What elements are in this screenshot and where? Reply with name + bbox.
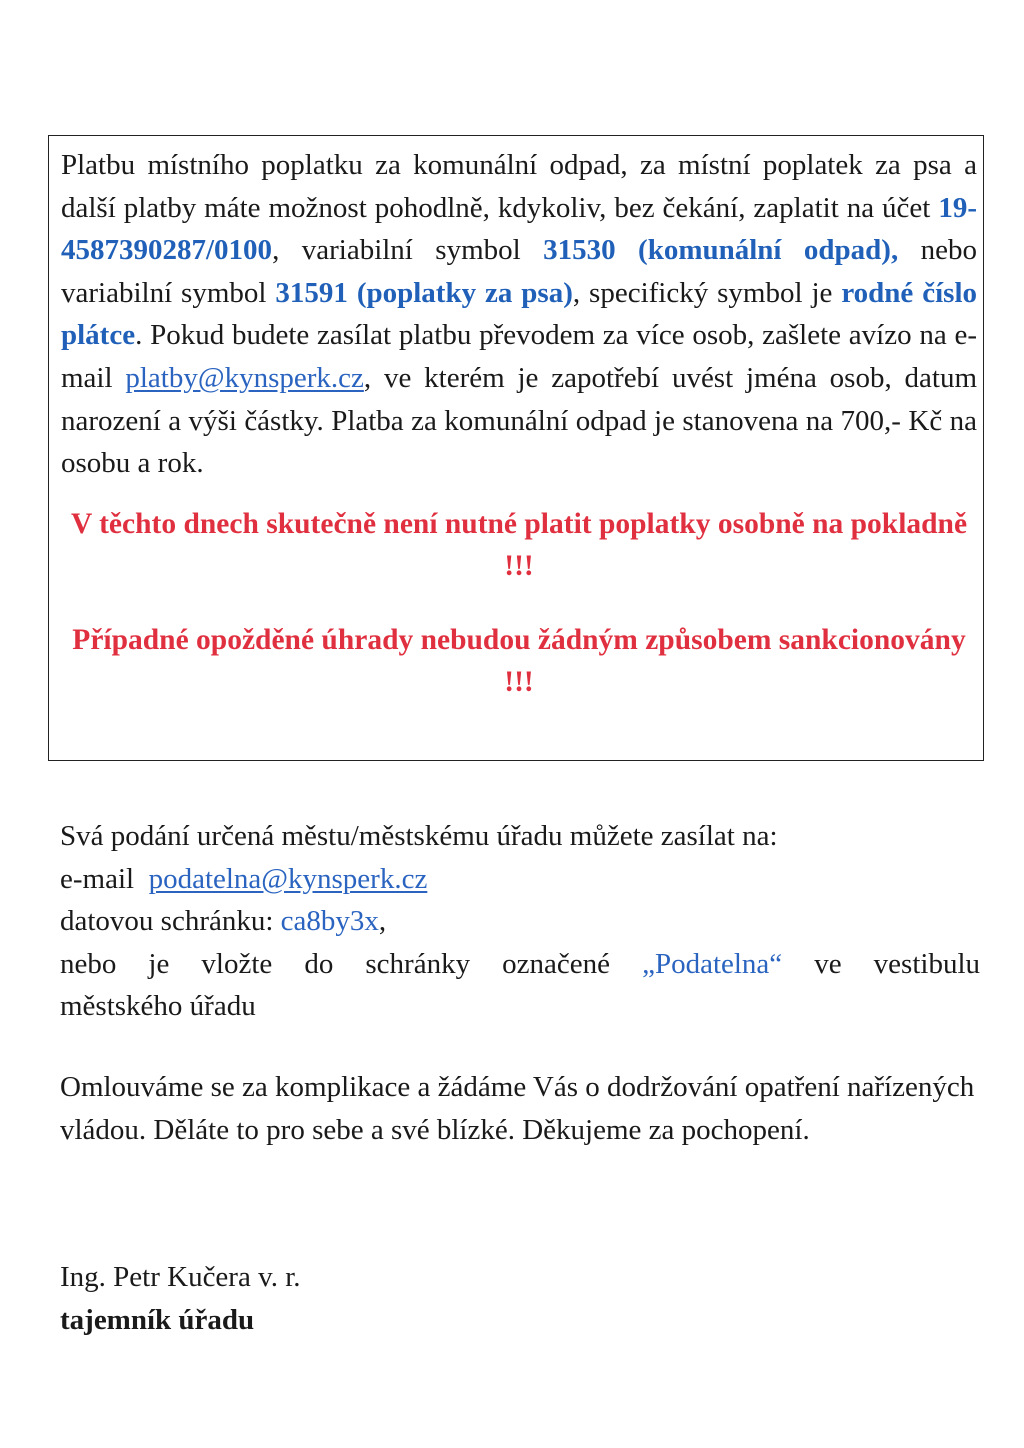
signatory-title: tajemník úřadu <box>60 1303 255 1336</box>
contact-intro: Svá podání určená městu/městskému úřadu můžete zasílat na: <box>60 820 778 852</box>
databox-id: ca8by3x <box>280 905 379 938</box>
specific-symbol: rodné číslo plátce <box>61 276 978 352</box>
payment-notice-box <box>48 135 984 761</box>
payment-text: . Pokud budete zasílat platbu převodem za více osob, zašlete avízo na e-mail <box>61 319 977 394</box>
signature-block <box>60 1256 301 1341</box>
payment-text: nebo variabilní symbol <box>61 234 977 309</box>
variable-symbol-dog: 31591 (poplatky za psa) <box>275 276 573 309</box>
payment-text: , ve kterém je zapotřebí uvést jména osob, datum narození a výši částky. Platba za komunální odpad je stanovena na 700,- Kč na osobu a rok. <box>61 361 978 480</box>
apology-paragraph: Omlouváme se za komplikace a žádáme Vás o dodržování opatření nařízených vládou. Děláte to pro sebe a své blízké. Děkujeme za pochopení. <box>60 1071 975 1146</box>
databox-suffix: , <box>378 905 387 938</box>
payments-email-link[interactable]: platby@kynsperk.cz <box>125 361 364 394</box>
contact-mailbox-location: městského úřadu <box>60 990 256 1023</box>
mailbox-text: ve vestibulu <box>782 947 981 980</box>
databox-label: datovou schránku: <box>60 905 281 938</box>
payment-text: Platbu místního poplatku za komunální odpad, za místní poplatek za psa a další platby máte možnost pohodlně, kdykoliv, bez čekání, zaplatit na účet <box>61 149 977 224</box>
payment-text: , variabilní symbol <box>272 234 544 267</box>
account-number: 19-4587390287/0100 <box>61 191 977 267</box>
signatory-name: Ing. Petr Kučera v. r. <box>60 1261 301 1293</box>
contact-mailbox-line <box>60 943 980 986</box>
email-label: e-mail <box>60 862 142 895</box>
contact-databox-line <box>60 900 980 943</box>
mailbox-text: nebo je vložte do schránky označené <box>60 947 643 980</box>
warning-no-need-to-pay-in-person: V těchto dnech skutečně není nutné platit poplatky osobně na pokladně !!! <box>70 507 968 582</box>
registry-email-link[interactable]: podatelna@kynsperk.cz <box>148 862 428 895</box>
contact-section <box>60 815 980 1028</box>
contact-email-line <box>60 858 980 901</box>
variable-symbol-waste: 31530 (komunální odpad), <box>543 234 899 267</box>
mailbox-name: „Podatelna“ <box>642 947 783 980</box>
warning-no-sanctions: Případné opožděné úhrady nebudou žádným způsobem sankcionovány !!! <box>72 623 966 698</box>
payment-instructions <box>61 144 977 485</box>
payment-text: , specifický symbol je <box>572 276 842 309</box>
